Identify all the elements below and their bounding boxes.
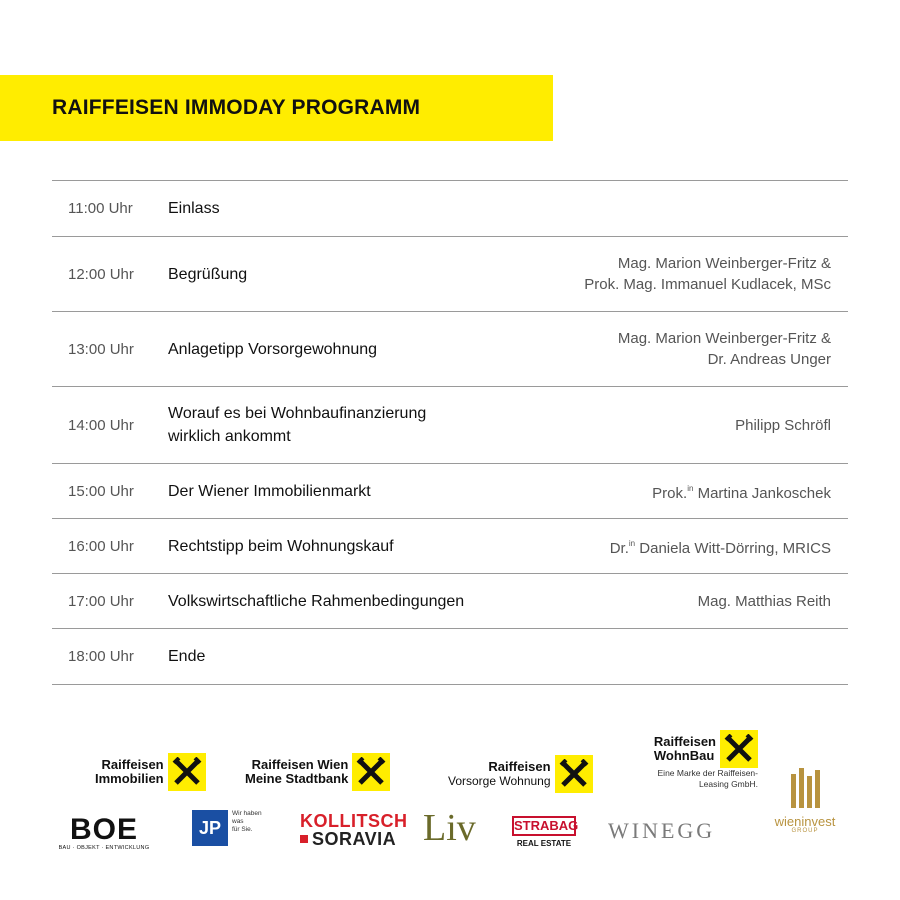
logo-text: Raiffeisen <box>101 757 164 772</box>
wieninvest-icon <box>787 766 823 810</box>
schedule-row <box>52 519 848 574</box>
topic-cell: Begrüßung <box>168 265 248 283</box>
page-title: RAIFFEISEN IMMODAY PROGRAMM <box>52 96 421 119</box>
schedule-row <box>52 464 848 519</box>
speaker-title-suffix: in <box>687 484 694 493</box>
logo-text: REAL ESTATE <box>516 839 572 848</box>
schedule-row <box>52 237 848 312</box>
title-band <box>0 75 553 141</box>
topic-cell: Der Wiener Immobilienmarkt <box>168 482 371 500</box>
winegg-logo: WINEGG <box>608 818 716 843</box>
speaker-name: Daniela Witt-Dörring, MRICS <box>639 540 831 557</box>
jp-logo <box>192 810 262 846</box>
raiffeisen-wien-logo <box>245 753 390 791</box>
logo-text: BOE <box>69 813 138 846</box>
time-cell: 12:00 Uhr <box>68 265 134 283</box>
topic-cell: Anlagetipp Vorsorgewohnung <box>168 340 378 358</box>
speaker-cell: Mag. Matthias Reith <box>697 592 831 610</box>
speaker-name: Martina Jankoschek <box>697 485 831 502</box>
logo-text: Leasing GmbH. <box>698 779 758 789</box>
logo-text: GROUP <box>791 828 819 834</box>
time-cell: 15:00 Uhr <box>68 482 134 500</box>
logo-text: was <box>232 818 244 825</box>
square-icon <box>300 835 308 843</box>
raiffeisen-vorsorge-logo <box>448 755 593 793</box>
logo-text: Immobilien <box>95 771 164 786</box>
logo-text: für Sie. <box>232 826 253 833</box>
schedule-row <box>52 387 848 464</box>
logo-text: KOLLITSCH <box>300 811 408 831</box>
logo-text: STRABAG <box>512 816 576 836</box>
logo-text: Raiffeisen Wien <box>251 757 349 772</box>
topic-cell: Einlass <box>168 200 220 217</box>
gable-cross-icon <box>720 730 758 768</box>
logo-text: Meine Stadtbank <box>245 771 349 786</box>
liv-logo: Liv <box>423 807 476 849</box>
logo-text: Vorsorge Wohnung <box>448 774 551 788</box>
schedule-row <box>52 312 848 387</box>
speaker-title: Prok. <box>652 485 688 502</box>
logo-text: SORAVIA <box>312 829 397 849</box>
topic-cell: Ende <box>168 648 206 665</box>
time-cell: 16:00 Uhr <box>68 537 134 555</box>
sponsor-logos <box>0 720 900 900</box>
topic-cell: Volkswirtschaftliche Rahmenbedingungen <box>168 592 465 610</box>
raiffeisen-immobilien-logo <box>95 753 206 791</box>
schedule-table <box>52 180 848 685</box>
boe-logo <box>56 815 152 851</box>
schedule-row <box>52 574 848 629</box>
gable-cross-icon <box>555 755 593 793</box>
topic-cell: Worauf es bei Wohnbaufinanzierung wirklich ankommt <box>168 405 427 445</box>
time-cell: 11:00 Uhr <box>68 200 133 217</box>
schedule-row <box>52 181 848 237</box>
gable-cross-icon <box>352 753 390 791</box>
wieninvest-logo <box>765 766 845 834</box>
speaker-title: Dr. <box>609 540 629 557</box>
logo-text: wieninvest <box>774 814 836 829</box>
logo-text: BAU · OBJEKT · ENTWICKLUNG <box>58 845 150 851</box>
speaker-cell: Philipp Schröfl <box>735 416 831 434</box>
schedule-row <box>52 629 848 685</box>
logo-text: JP <box>192 810 228 846</box>
logo-text: WohnBau <box>653 748 715 763</box>
time-cell: 14:00 Uhr <box>68 416 134 434</box>
time-cell: 13:00 Uhr <box>68 340 134 358</box>
speaker-cell <box>610 533 848 559</box>
speaker-cell: Mag. Marion Weinberger-Fritz & Dr. Andreas Unger <box>617 330 831 368</box>
topic-cell: Rechtstipp beim Wohnungskauf <box>168 537 394 555</box>
logo-text: Wir haben <box>232 810 262 817</box>
raiffeisen-wohnbau-logo <box>628 730 758 790</box>
gable-cross-icon <box>168 753 206 791</box>
time-cell: 18:00 Uhr <box>68 648 134 665</box>
speaker-title-suffix: in <box>628 539 636 548</box>
strabag-logo <box>512 816 579 848</box>
speaker-cell: Mag. Marion Weinberger-Fritz & Prok. Mag. Immanuel Kudlacek, MSc <box>584 255 831 293</box>
logo-text: Eine Marke der Raiffeisen- <box>657 768 758 778</box>
kollitsch-soravia-logo <box>300 812 408 848</box>
speaker-cell <box>652 478 848 504</box>
logo-text: Raiffeisen <box>488 759 551 774</box>
logo-text: Raiffeisen <box>653 734 716 749</box>
time-cell: 17:00 Uhr <box>68 592 134 610</box>
